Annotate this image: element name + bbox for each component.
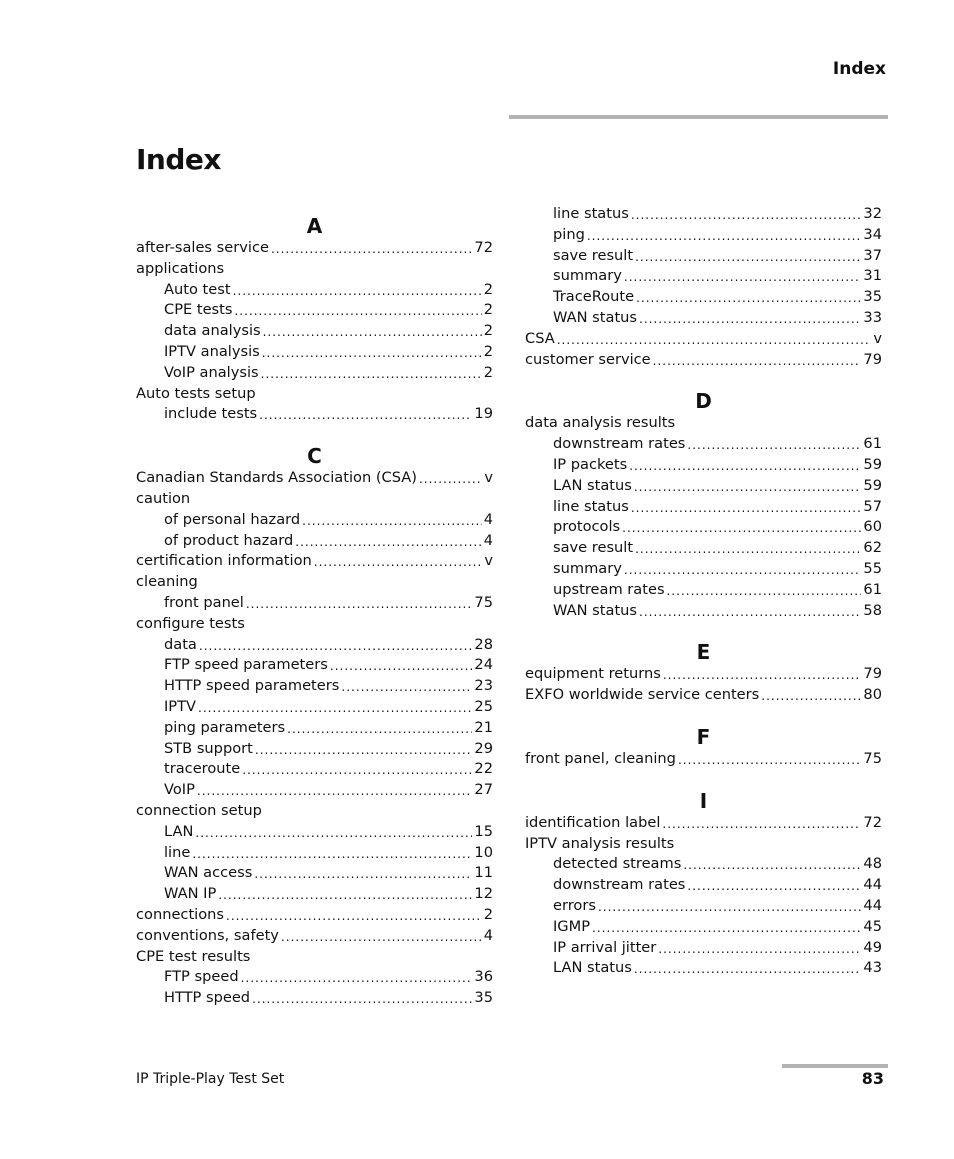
dot-leader: [683, 855, 861, 870]
index-subentry: [136, 655, 493, 676]
entry-term: IP packets: [553, 455, 628, 473]
index-section: [525, 640, 882, 706]
entry-page-number: 11: [474, 864, 493, 882]
dot-leader: [634, 959, 862, 974]
entry-page-number: 36: [474, 968, 493, 986]
dot-leader: [198, 698, 472, 713]
dot-leader: [557, 330, 872, 345]
entry-term: IP arrival jitter: [553, 938, 657, 956]
running-header: Index: [832, 59, 886, 79]
entry-term: line: [164, 843, 191, 861]
dot-leader: [242, 760, 472, 775]
entry-page-number: 44: [863, 896, 882, 914]
entry-term: CSA: [525, 329, 555, 347]
index-subentry: [136, 822, 493, 843]
entry-page-number: 28: [474, 635, 493, 653]
index-subentry: [525, 308, 882, 329]
entry-term: FTP speed parameters: [164, 656, 328, 674]
entry-page-number: 75: [474, 593, 493, 611]
entry-term: cleaning: [136, 573, 198, 591]
dot-leader: [598, 897, 861, 912]
index-subentry: [136, 635, 493, 656]
entry-term: data analysis results: [525, 414, 676, 432]
entry-term: save result: [553, 539, 634, 557]
entry-term: equipment returns: [525, 665, 661, 683]
dot-leader: [587, 226, 862, 241]
entry-page-number: v: [873, 329, 882, 347]
dot-leader: [252, 989, 472, 1004]
footer-page-number: 83: [861, 1069, 884, 1088]
dot-leader: [254, 864, 472, 879]
dot-leader: [624, 267, 862, 282]
dot-leader: [653, 351, 862, 366]
dot-leader: [302, 511, 482, 526]
entry-page-number: 2: [483, 301, 493, 319]
entry-page-number: 61: [863, 580, 882, 598]
entry-term: CPE tests: [164, 301, 233, 319]
dot-leader: [687, 435, 861, 450]
entry-page-number: 72: [474, 239, 493, 256]
entry-page-number: 12: [474, 885, 493, 903]
entry-term: FTP speed: [164, 968, 239, 986]
index-subentry: [136, 718, 493, 739]
entry-page-number: 4: [483, 531, 493, 549]
entry-term: LAN status: [553, 959, 632, 977]
entry-page-number: 2: [483, 280, 493, 298]
dot-leader: [197, 781, 473, 796]
index-entry: [136, 572, 493, 593]
index-subentry: [525, 204, 882, 225]
dot-leader: [271, 239, 472, 254]
entry-page-number: 23: [474, 677, 493, 695]
entry-page-number: 35: [863, 288, 882, 306]
entry-page-number: 27: [474, 781, 493, 799]
entry-page-number: 25: [474, 697, 493, 715]
entry-term: IPTV analysis results: [525, 834, 675, 852]
section-spacer: [525, 370, 882, 389]
entry-term: ping: [553, 225, 585, 243]
index-subentry: [136, 280, 493, 301]
entry-page-number: 34: [863, 225, 882, 243]
entry-page-number: 2: [483, 905, 493, 923]
index-section: [136, 444, 493, 1009]
section-letter: E: [696, 640, 711, 665]
entry-term: protocols: [553, 518, 621, 536]
entry-page-number: 4: [483, 926, 493, 944]
entry-page-number: 4: [483, 510, 493, 528]
index-entry: [136, 384, 493, 405]
entry-page-number: 49: [863, 938, 882, 956]
dot-leader: [419, 469, 482, 484]
entry-term: connection setup: [136, 801, 262, 819]
entry-page-number: 60: [863, 518, 882, 536]
index-entry: [525, 664, 882, 685]
index-entry: [136, 489, 493, 510]
entry-term: data: [164, 635, 197, 653]
entry-term: IPTV analysis: [164, 342, 260, 360]
entry-term: Auto tests setup: [136, 384, 256, 402]
index-subentry: [136, 780, 493, 801]
entry-term: WAN IP: [164, 885, 217, 903]
index-entry: [136, 905, 493, 926]
entry-term: front panel, cleaning: [525, 749, 676, 767]
index-subentry: [525, 875, 882, 896]
dot-leader: [667, 581, 862, 596]
entry-term: save result: [553, 246, 634, 264]
index-subentry: [525, 225, 882, 246]
dot-leader: [234, 301, 481, 316]
index-entry: [136, 614, 493, 635]
index-entry: [136, 801, 493, 822]
page-title: Index: [136, 143, 221, 176]
dot-leader: [314, 552, 483, 567]
entry-term: data analysis: [164, 322, 261, 340]
index-entry: [136, 551, 493, 572]
dot-leader: [295, 532, 481, 547]
entry-term: TraceRoute: [553, 288, 635, 306]
index-subentry: [136, 404, 493, 425]
index-section: [525, 204, 882, 370]
entry-page-number: v: [484, 552, 493, 570]
entry-page-number: 37: [863, 246, 882, 264]
index-column-right: [525, 204, 882, 979]
entry-page-number: 29: [474, 739, 493, 757]
index-subentry: [525, 455, 882, 476]
index-subentry: [525, 246, 882, 267]
index-section: [525, 389, 882, 621]
entry-term: after-sales service: [136, 239, 269, 256]
index-entry: [136, 468, 493, 489]
entry-term: IPTV: [164, 697, 197, 715]
entry-term: summary: [553, 267, 622, 285]
entry-term: line status: [553, 205, 629, 222]
entry-term: CPE test results: [136, 947, 251, 965]
entry-term: LAN: [164, 822, 194, 840]
entry-term: detected streams: [553, 855, 682, 873]
entry-term: downstream rates: [553, 876, 686, 894]
section-spacer: [525, 621, 882, 640]
index-section: [136, 214, 493, 425]
entry-page-number: 62: [863, 539, 882, 557]
entry-page-number: 2: [483, 363, 493, 381]
index-subentry: [525, 854, 882, 875]
dot-leader: [658, 939, 861, 954]
entry-page-number: 55: [863, 559, 882, 577]
entry-term: certification information: [136, 552, 312, 570]
entry-page-number: 24: [474, 656, 493, 674]
entry-page-number: 22: [474, 760, 493, 778]
dot-leader: [631, 498, 862, 513]
index-subentry: [136, 342, 493, 363]
entry-page-number: 2: [483, 342, 493, 360]
index-entry: [525, 685, 882, 706]
dot-leader: [622, 518, 861, 533]
dot-leader: [639, 309, 861, 324]
entry-term: of product hazard: [164, 531, 294, 549]
entry-term: identification label: [525, 813, 661, 831]
index-subentry: [136, 676, 493, 697]
dot-leader: [662, 814, 861, 829]
dot-leader: [341, 677, 472, 692]
dot-leader: [639, 602, 861, 617]
dot-leader: [663, 665, 862, 680]
entry-page-number: v: [484, 469, 493, 487]
section-spacer: [525, 770, 882, 789]
dot-leader: [624, 560, 862, 575]
dot-leader: [592, 918, 861, 933]
index-subentry: [136, 967, 493, 988]
entry-page-number: 79: [863, 350, 882, 368]
entry-term: IGMP: [553, 917, 591, 935]
dot-leader: [262, 343, 482, 358]
index-entry: [525, 413, 882, 434]
entry-page-number: 61: [863, 435, 882, 453]
dot-leader: [255, 740, 473, 755]
entry-page-number: 72: [863, 813, 882, 831]
dot-leader: [246, 594, 473, 609]
dot-leader: [218, 885, 472, 900]
index-subentry: [525, 538, 882, 559]
section-letter: D: [695, 389, 712, 414]
index-subentry: [136, 988, 493, 1009]
entry-term: downstream rates: [553, 435, 686, 453]
entry-page-number: 19: [474, 405, 493, 423]
entry-term: caution: [136, 489, 191, 507]
dot-leader: [687, 876, 861, 891]
dot-leader: [287, 719, 472, 734]
dot-leader: [678, 750, 861, 765]
section-letter: C: [307, 444, 322, 469]
entry-page-number: 48: [863, 855, 882, 873]
dot-leader: [629, 456, 861, 471]
entry-term: summary: [553, 559, 622, 577]
entry-page-number: 32: [863, 205, 882, 222]
entry-page-number: 59: [863, 455, 882, 473]
index-subentry: [136, 863, 493, 884]
index-subentry: [136, 510, 493, 531]
section-letter: I: [699, 788, 708, 813]
index-entry: [136, 947, 493, 968]
dot-leader: [636, 288, 861, 303]
index-entry: [136, 259, 493, 280]
entry-term: applications: [136, 259, 225, 277]
dot-leader: [634, 477, 862, 492]
dot-leader: [263, 322, 482, 337]
dot-leader: [635, 247, 861, 262]
dot-leader: [330, 656, 473, 671]
index-subentry: [525, 896, 882, 917]
entry-term: customer service: [525, 350, 651, 368]
index-subentry: [136, 759, 493, 780]
index-section: [525, 725, 882, 770]
entry-term: ping parameters: [164, 718, 286, 736]
entry-page-number: 57: [863, 497, 882, 515]
dot-leader: [761, 686, 861, 701]
entry-term: WAN access: [164, 864, 253, 882]
dot-leader: [241, 968, 473, 983]
header-rule: [509, 115, 888, 119]
entry-term: EXFO worldwide service centers: [525, 686, 760, 704]
entry-term: WAN status: [553, 601, 638, 619]
entry-page-number: 21: [474, 718, 493, 736]
entry-page-number: 59: [863, 476, 882, 494]
dot-leader: [195, 823, 472, 838]
section-letter: F: [696, 724, 711, 749]
index-subentry: [136, 593, 493, 614]
entry-page-number: 45: [863, 917, 882, 935]
index-subentry: [525, 917, 882, 938]
index-subentry: [525, 559, 882, 580]
dot-leader: [199, 636, 473, 651]
entry-term: errors: [553, 896, 596, 914]
index-subentry: [136, 697, 493, 718]
entry-page-number: 79: [863, 665, 882, 683]
dot-leader: [226, 906, 482, 921]
entry-term: upstream rates: [553, 580, 665, 598]
index-entry: [525, 813, 882, 834]
index-subentry: [525, 434, 882, 455]
entry-term: HTTP speed: [164, 989, 251, 1007]
entry-page-number: 15: [474, 822, 493, 840]
entry-term: HTTP speed parameters: [164, 677, 340, 695]
entry-page-number: 44: [863, 876, 882, 894]
index-column-left: [136, 214, 493, 1009]
index-entry: [525, 329, 882, 350]
index-subentry: [525, 580, 882, 601]
dot-leader: [631, 205, 862, 220]
entry-page-number: 80: [863, 686, 882, 704]
entry-term: traceroute: [164, 760, 241, 778]
entry-term: include tests: [164, 405, 258, 423]
entry-term: VoIP: [164, 781, 195, 799]
entry-term: STB support: [164, 739, 253, 757]
entry-term: conventions, safety: [136, 926, 279, 944]
entry-term: Auto test: [164, 280, 231, 298]
index-subentry: [525, 497, 882, 518]
index-subentry: [525, 938, 882, 959]
entry-page-number: 35: [474, 989, 493, 1007]
index-entry: [136, 926, 493, 947]
dot-leader: [281, 927, 482, 942]
index-entry: [525, 834, 882, 855]
footer-rule: [782, 1064, 888, 1068]
entry-term: of personal hazard: [164, 510, 301, 528]
entry-term: Canadian Standards Association (CSA): [136, 469, 417, 487]
entry-term: configure tests: [136, 614, 245, 632]
index-subentry: [525, 517, 882, 538]
index-subentry: [525, 266, 882, 287]
section-spacer: [136, 425, 493, 444]
entry-page-number: 31: [863, 267, 882, 285]
index-subentry: [136, 843, 493, 864]
section-letter: A: [306, 214, 323, 238]
entry-term: line status: [553, 497, 629, 515]
entry-page-number: 2: [483, 322, 493, 340]
index-subentry: [136, 300, 493, 321]
index-subentry: [525, 287, 882, 308]
dot-leader: [259, 405, 472, 420]
index-subentry: [136, 739, 493, 760]
dot-leader: [635, 539, 861, 554]
index-subentry: [136, 321, 493, 342]
index-subentry: [525, 476, 882, 497]
entry-page-number: 10: [474, 843, 493, 861]
entry-term: LAN status: [553, 476, 632, 494]
entry-term: VoIP analysis: [164, 363, 259, 381]
entry-term: connections: [136, 905, 225, 923]
dot-leader: [233, 281, 482, 296]
entry-page-number: 58: [863, 601, 882, 619]
index-subentry: [136, 531, 493, 552]
index-subentry: [136, 884, 493, 905]
dot-leader: [192, 844, 472, 859]
index-entry: [136, 238, 493, 259]
section-spacer: [525, 706, 882, 725]
entry-page-number: 43: [863, 959, 882, 977]
index-subentry: [136, 363, 493, 384]
entry-page-number: 75: [863, 749, 882, 767]
index-entry: [525, 749, 882, 770]
index-section: [525, 789, 882, 979]
dot-leader: [261, 364, 482, 379]
index-subentry: [525, 958, 882, 979]
index-subentry: [525, 601, 882, 622]
entry-page-number: 33: [863, 308, 882, 326]
footer-product-name: IP Triple-Play Test Set: [136, 1071, 285, 1087]
entry-term: front panel: [164, 593, 244, 611]
index-entry: [525, 350, 882, 371]
entry-term: WAN status: [553, 308, 638, 326]
